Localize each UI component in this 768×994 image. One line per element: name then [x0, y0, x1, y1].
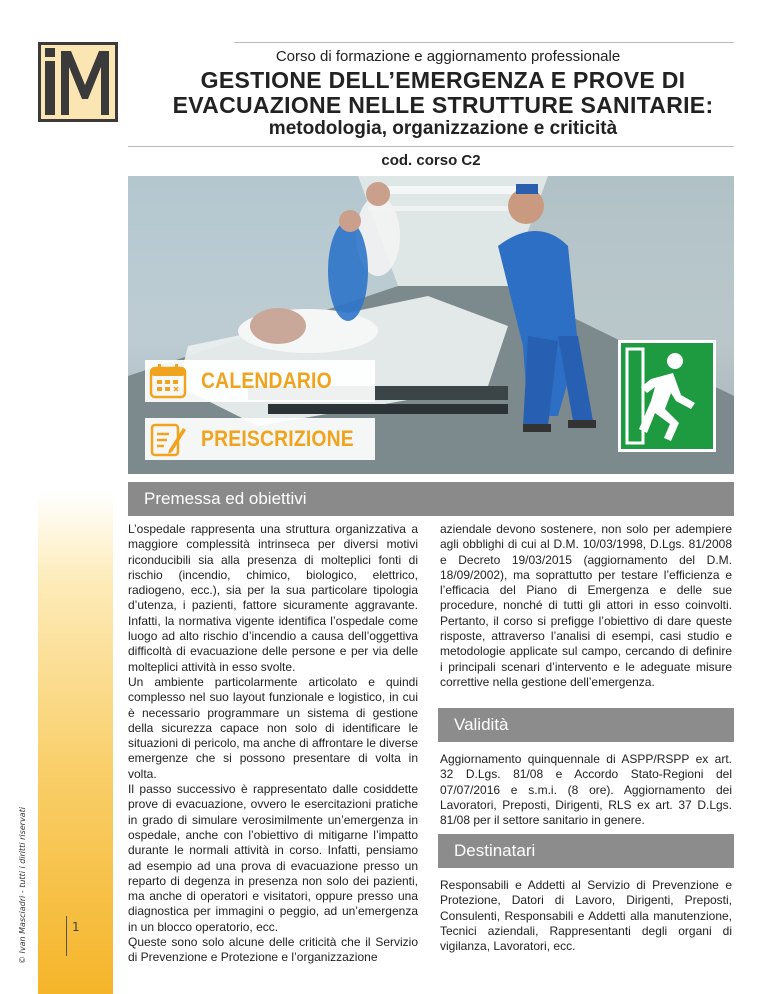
- preregistration-button-label: PREISCRIZIONE: [201, 426, 354, 451]
- validita-text: Aggiornamento quinquennale di ASPP/RSPP ex art. 32 D.Lgs. 81/08 e Accordo Stato-Regioni del 07/07/2016 e s.m.i. (8 ore). Aggiornamento dei Lavoratori, Preposti, Dirigenti, RLS ex art. 37 D.Lgs. 81/08 per il settore sanitario in genere.: [440, 752, 732, 828]
- destinatari-text: Responsabili e Addetti al Servizio di Prevenzione e Protezione, Datori di Lavoro, Dirigenti, Preposti, Consulenti, Responsabili e Addetti alla manutenzione, Tecnici aziendali, Rappresentanti degli organi di vigilanza, Lavoratori, ecc.: [440, 878, 732, 954]
- course-type: Corso di formazione e aggiornamento professionale: [275, 48, 621, 65]
- preregistration-button[interactable]: [145, 418, 375, 460]
- edit-form-icon: [145, 418, 191, 460]
- code-rule: [128, 146, 734, 147]
- logo-mark-icon: [41, 45, 115, 119]
- copyright-notice: © Ivan Masciadri - tutti i diritti riservati: [18, 807, 27, 964]
- section-header-destinatari: Destinatari: [438, 834, 734, 868]
- page-title-line-2: EVACUAZIONE NELLE STRUTTURE SANITARIE:: [172, 92, 714, 118]
- course-code: cod. corso C2: [381, 152, 481, 169]
- premessa-text-right: aziendale devono sostenere, non solo per adempiere agli obblighi di cui al D.M. 10/03/1998, D.Lgs. 81/2008 e Decreto 19/03/2015 (aggiornamento del D.M. 18/09/2002), ma soprattutto per testare l’efficienza e l’efficacia del Piano di Emergenza e delle sue procedure, nonché di tutti gli attori in esso coinvolti. Pertanto, il corso si prefigge l’obiettivo di dare queste risposte, attraverso l’analisi di esempi, casi studio e metodologie applicate sul campo, cercando di definire i principali scenari d’intervento e le adeguate misure correttive nella gestione dell’emergenza.: [440, 522, 732, 689]
- page-subtitle: metodologia, organizzazione e criticità: [268, 118, 618, 139]
- calendar-icon: [145, 360, 191, 402]
- section-header-premessa: Premessa ed obiettivi: [128, 482, 734, 516]
- premessa-paragraph: L’ospedale rappresenta una struttura organizzativa a maggiore complessità intrinseca per diversi motivi riconducibili sia alla presenza di molteplici fonti di rischio (incendio, chimico, biologico, elettrico, radiogeno, ecc.), sia per la sua particolare tipologia d’utenza, i pazienti, fattore sicuramente aggravante. Infatti, la normativa vigente identifica l’ospedale come luogo ad alto rischio d’incendio a causa dell’oggettiva difficoltà di evacuazione delle persone e per via delle molteplici attività in esso svolte.: [128, 522, 418, 674]
- premessa-text-left: [128, 522, 418, 966]
- premessa-paragraph: Queste sono solo alcune delle criticità che il Servizio di Prevenzione e Protezione e l’organizzazione: [128, 935, 418, 965]
- calendar-button-label: CALENDARIO: [201, 368, 332, 393]
- logo-im: [38, 42, 118, 122]
- premessa-paragraph: Un ambiente particolarmente articolato e quindi complesso nel suo layout funzionale e logistico, in cui è necessario programmare un sistema di gestione della sicurezza capace non solo di identificare le situazioni di pericolo, ma anche di affrontare le diverse emergenze che si possono presentare di volta in volta.: [128, 674, 418, 781]
- section-header-validita: Validità: [438, 708, 734, 742]
- emergency-exit-icon: [618, 340, 716, 452]
- header-top-rule: [234, 42, 734, 43]
- premessa-paragraph: Il passo successivo è rappresentato dalle cosiddette prove di evacuazione, ovvero le esercitazioni pratiche in grado di simulare verosimilmente un’emergenza in ospedale, anche con l’obiettivo di mitigarne l’impatto durante le normali attività in corso. Infatti, pensiamo ad esempio ad una prova di evacuazione presso un reparto di degenza in presenza non solo dei pazienti, ma anche di operatori e visitatori, oppure presso una diagnostica per immagini o peggio, ad un’emergenza in un blocco operatorio, ecc.: [128, 782, 418, 934]
- side-decorative-strip: [38, 492, 113, 994]
- page-number: 1: [72, 920, 80, 934]
- calendar-button[interactable]: [145, 360, 375, 402]
- page-title-line-1: GESTIONE DELL’EMERGENZA E PROVE DI: [200, 67, 686, 93]
- page-number-rule: [66, 916, 67, 956]
